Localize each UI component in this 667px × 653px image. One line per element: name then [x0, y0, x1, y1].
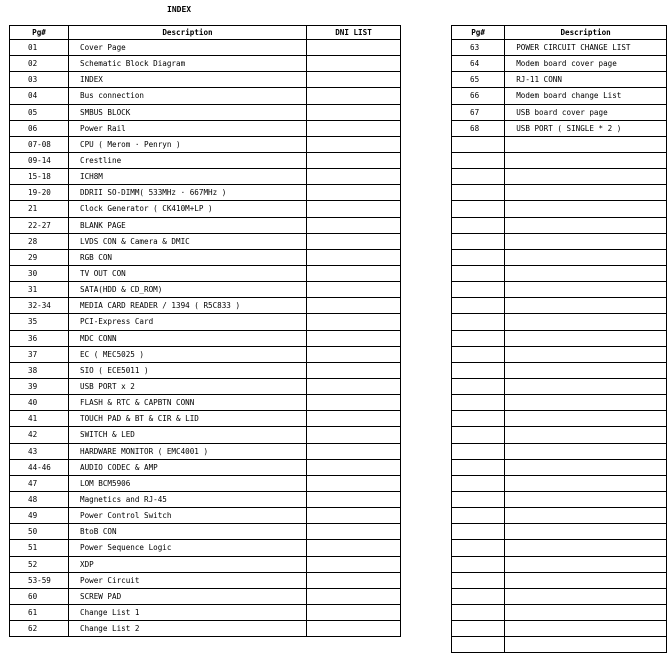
description-cell: Power Sequence Logic [69, 540, 307, 556]
dni-cell [307, 104, 401, 120]
dni-cell [307, 362, 401, 378]
description-cell: Change List 1 [69, 604, 307, 620]
table-row [452, 395, 667, 411]
description-cell: LOM BCM5906 [69, 475, 307, 491]
table-row [10, 330, 401, 346]
table-row [452, 249, 667, 265]
page-number-cell: 03 [10, 72, 69, 88]
page-number-cell [452, 556, 505, 572]
page-number-cell [452, 185, 505, 201]
table-row [10, 217, 401, 233]
dni-cell [307, 378, 401, 394]
page-number-cell [452, 136, 505, 152]
page-number-cell [452, 169, 505, 185]
page-number-cell: 43 [10, 443, 69, 459]
description-cell [505, 217, 667, 233]
table-row [10, 249, 401, 265]
page-number-cell: 41 [10, 411, 69, 427]
description-cell [505, 556, 667, 572]
table-row [452, 265, 667, 281]
table-row [452, 362, 667, 378]
table-row [452, 443, 667, 459]
dni-cell [307, 217, 401, 233]
description-cell: Power Control Switch [69, 508, 307, 524]
header-description: Description [69, 26, 307, 40]
page-number-cell: 21 [10, 201, 69, 217]
page-number-cell: 15-18 [10, 169, 69, 185]
description-cell [505, 136, 667, 152]
page-number-cell [452, 201, 505, 217]
page-number-cell: 37 [10, 346, 69, 362]
description-cell [505, 411, 667, 427]
page-number-cell: 07-08 [10, 136, 69, 152]
description-cell [505, 508, 667, 524]
dni-cell [307, 588, 401, 604]
description-cell [505, 201, 667, 217]
description-cell [505, 524, 667, 540]
description-cell: Crestline [69, 152, 307, 168]
description-cell [505, 588, 667, 604]
page-number-cell [452, 443, 505, 459]
description-cell [505, 395, 667, 411]
table-row [452, 201, 667, 217]
page-number-cell [452, 411, 505, 427]
dni-cell [307, 395, 401, 411]
page-title: INDEX [167, 5, 192, 14]
description-cell: TOUCH PAD & BT & CIR & LID [69, 411, 307, 427]
description-cell [505, 621, 667, 637]
table-row [10, 185, 401, 201]
dni-cell [307, 475, 401, 491]
description-cell: SCREW PAD [69, 588, 307, 604]
table-row [452, 185, 667, 201]
table-row [452, 88, 667, 104]
table-row [10, 265, 401, 281]
table-row [10, 201, 401, 217]
description-cell [505, 540, 667, 556]
page-number-cell: 60 [10, 588, 69, 604]
table-row [452, 233, 667, 249]
dni-cell [307, 314, 401, 330]
page-number-cell [452, 459, 505, 475]
description-cell [505, 330, 667, 346]
description-cell: Change List 2 [69, 621, 307, 637]
dni-cell [307, 330, 401, 346]
table-row [10, 604, 401, 620]
page-number-cell: 04 [10, 88, 69, 104]
page-number-cell [452, 378, 505, 394]
table-row [10, 298, 401, 314]
description-cell: Power Circuit [69, 572, 307, 588]
table-row [452, 572, 667, 588]
table-row [452, 40, 667, 56]
page-number-cell: 67 [452, 104, 505, 120]
description-cell: USB board cover page [505, 104, 667, 120]
description-cell [505, 265, 667, 281]
table-row [10, 169, 401, 185]
description-cell: Power Rail [69, 120, 307, 136]
description-cell: Schematic Block Diagram [69, 56, 307, 72]
table-row [452, 104, 667, 120]
page-number-cell: 63 [452, 40, 505, 56]
description-cell: Magnetics and RJ-45 [69, 491, 307, 507]
description-cell: SATA(HDD & CD_ROM) [69, 282, 307, 298]
table-row [452, 282, 667, 298]
description-cell [505, 475, 667, 491]
table-row [452, 378, 667, 394]
table-row [452, 169, 667, 185]
table-row [452, 120, 667, 136]
page-number-cell [452, 604, 505, 620]
page-number-cell: 01 [10, 40, 69, 56]
page-number-cell: 68 [452, 120, 505, 136]
page-number-cell: 38 [10, 362, 69, 378]
page-number-cell: 48 [10, 491, 69, 507]
page-number-cell [452, 152, 505, 168]
table-row [452, 524, 667, 540]
page-number-cell: 62 [10, 621, 69, 637]
table-row [10, 540, 401, 556]
dni-cell [307, 40, 401, 56]
index-table-left [9, 25, 401, 637]
page-number-cell: 51 [10, 540, 69, 556]
page-number-cell: 42 [10, 427, 69, 443]
description-cell [505, 314, 667, 330]
index-table-right [451, 25, 667, 653]
dni-cell [307, 524, 401, 540]
table-row [452, 621, 667, 637]
dni-cell [307, 621, 401, 637]
table-row [10, 104, 401, 120]
table-row [10, 120, 401, 136]
table-row [452, 475, 667, 491]
description-cell [505, 152, 667, 168]
page-number-cell [452, 362, 505, 378]
description-cell: BtoB CON [69, 524, 307, 540]
page-number-cell: 19-20 [10, 185, 69, 201]
dni-cell [307, 72, 401, 88]
description-cell: Bus connection [69, 88, 307, 104]
page-number-cell: 61 [10, 604, 69, 620]
description-cell: CPU ( Merom · Penryn ) [69, 136, 307, 152]
table-row [10, 395, 401, 411]
header-pg: Pg# [452, 26, 505, 40]
description-cell [505, 346, 667, 362]
description-cell: TV OUT CON [69, 265, 307, 281]
page-number-cell [452, 395, 505, 411]
page-number-cell: 06 [10, 120, 69, 136]
page-number-cell [452, 427, 505, 443]
table-row [452, 346, 667, 362]
page-number-cell: 53-59 [10, 572, 69, 588]
page-number-cell: 09-14 [10, 152, 69, 168]
dni-cell [307, 346, 401, 362]
page-number-cell: 31 [10, 282, 69, 298]
table-row [452, 637, 667, 653]
dni-cell [307, 169, 401, 185]
table-row [10, 72, 401, 88]
dni-cell [307, 185, 401, 201]
dni-cell [307, 136, 401, 152]
description-cell: LVDS CON & Camera & DMIC [69, 233, 307, 249]
table-row [10, 362, 401, 378]
table-row [10, 443, 401, 459]
description-cell: SIO ( ECE5011 ) [69, 362, 307, 378]
page-number-cell [452, 524, 505, 540]
page-number-cell [452, 233, 505, 249]
description-cell [505, 572, 667, 588]
table-row [10, 427, 401, 443]
page-number-cell: 29 [10, 249, 69, 265]
table-row [10, 556, 401, 572]
table-row [452, 314, 667, 330]
description-cell [505, 298, 667, 314]
description-cell [505, 378, 667, 394]
page-number-cell [452, 265, 505, 281]
table-row [452, 330, 667, 346]
description-cell: HARDWARE MONITOR ( EMC4001 ) [69, 443, 307, 459]
table-row [10, 378, 401, 394]
page-number-cell: 52 [10, 556, 69, 572]
description-cell [505, 249, 667, 265]
page-number-cell: 36 [10, 330, 69, 346]
table-row [10, 233, 401, 249]
description-cell: Modem board cover page [505, 56, 667, 72]
dni-cell [307, 265, 401, 281]
table-row [10, 572, 401, 588]
description-cell [505, 491, 667, 507]
table-row [452, 72, 667, 88]
description-cell: EC ( MEC5025 ) [69, 346, 307, 362]
table-row [452, 298, 667, 314]
table-row [10, 524, 401, 540]
description-cell [505, 604, 667, 620]
dni-cell [307, 249, 401, 265]
header-dni-list: DNI LIST [307, 26, 401, 40]
dni-cell [307, 298, 401, 314]
dni-cell [307, 540, 401, 556]
table-row [452, 508, 667, 524]
table-row [10, 88, 401, 104]
page-number-cell [452, 346, 505, 362]
page-number-cell: 05 [10, 104, 69, 120]
table-row [452, 152, 667, 168]
description-cell: POWER CIRCUIT CHANGE LIST [505, 40, 667, 56]
dni-cell [307, 491, 401, 507]
page-number-cell: 32-34 [10, 298, 69, 314]
description-cell: FLASH & RTC & CAPBTN CONN [69, 395, 307, 411]
description-cell: Clock Generator ( CK410M+LP ) [69, 201, 307, 217]
description-cell [505, 443, 667, 459]
description-cell: RGB CON [69, 249, 307, 265]
table-row [452, 56, 667, 72]
description-cell: USB PORT x 2 [69, 378, 307, 394]
page-number-cell: 44-46 [10, 459, 69, 475]
table-row [452, 217, 667, 233]
description-cell: PCI-Express Card [69, 314, 307, 330]
page-number-cell [452, 572, 505, 588]
table-row [10, 314, 401, 330]
page-number-cell [452, 217, 505, 233]
header-pg: Pg# [10, 26, 69, 40]
dni-cell [307, 152, 401, 168]
table-row [452, 540, 667, 556]
page-number-cell [452, 249, 505, 265]
description-cell [505, 185, 667, 201]
table-row [10, 491, 401, 507]
table-row [452, 459, 667, 475]
table-row [10, 459, 401, 475]
description-cell: SWITCH & LED [69, 427, 307, 443]
table-row [10, 621, 401, 637]
page-number-cell [452, 282, 505, 298]
dni-cell [307, 282, 401, 298]
table-row [10, 588, 401, 604]
page-number-cell: 22-27 [10, 217, 69, 233]
description-cell: USB PORT ( SINGLE * 2 ) [505, 120, 667, 136]
dni-cell [307, 411, 401, 427]
description-cell: XDP [69, 556, 307, 572]
table-row [452, 556, 667, 572]
page-number-cell [452, 508, 505, 524]
page-number-cell [452, 330, 505, 346]
page-number-cell [452, 588, 505, 604]
header-description: Description [505, 26, 667, 40]
description-cell: ICH8M [69, 169, 307, 185]
page-number-cell: 28 [10, 233, 69, 249]
description-cell [505, 362, 667, 378]
table-row [452, 491, 667, 507]
page-number-cell: 40 [10, 395, 69, 411]
dni-cell [307, 572, 401, 588]
table-row [10, 40, 401, 56]
dni-cell [307, 88, 401, 104]
table-row [10, 152, 401, 168]
table-row [452, 427, 667, 443]
description-cell [505, 169, 667, 185]
dni-cell [307, 233, 401, 249]
description-cell: INDEX [69, 72, 307, 88]
description-cell: MEDIA CARD READER / 1394 ( R5C833 ) [69, 298, 307, 314]
description-cell [505, 427, 667, 443]
page-number-cell: 30 [10, 265, 69, 281]
page-number-cell: 39 [10, 378, 69, 394]
page-number-cell [452, 637, 505, 653]
table-row [10, 508, 401, 524]
dni-cell [307, 120, 401, 136]
table-row [10, 346, 401, 362]
dni-cell [307, 604, 401, 620]
page-number-cell: 64 [452, 56, 505, 72]
page-number-cell [452, 540, 505, 556]
table-row [452, 588, 667, 604]
page-number-cell: 50 [10, 524, 69, 540]
description-cell [505, 233, 667, 249]
page-number-cell [452, 314, 505, 330]
dni-cell [307, 459, 401, 475]
table-row [10, 136, 401, 152]
table-row [10, 282, 401, 298]
description-cell: Cover Page [69, 40, 307, 56]
dni-cell [307, 427, 401, 443]
page-number-cell: 02 [10, 56, 69, 72]
dni-cell [307, 508, 401, 524]
dni-cell [307, 556, 401, 572]
dni-cell [307, 443, 401, 459]
page-number-cell: 35 [10, 314, 69, 330]
table-row [10, 411, 401, 427]
page-number-cell: 49 [10, 508, 69, 524]
table-row [10, 56, 401, 72]
description-cell: DDRII SO-DIMM( 533MHz · 667MHz ) [69, 185, 307, 201]
description-cell [505, 459, 667, 475]
description-cell [505, 637, 667, 653]
page-number-cell [452, 298, 505, 314]
page-number-cell: 47 [10, 475, 69, 491]
table-row [452, 136, 667, 152]
page-number-cell [452, 475, 505, 491]
table-row [452, 604, 667, 620]
description-cell: RJ-11 CONN [505, 72, 667, 88]
dni-cell [307, 201, 401, 217]
page-number-cell: 66 [452, 88, 505, 104]
table-row [452, 411, 667, 427]
description-cell: MDC CONN [69, 330, 307, 346]
description-cell: BLANK PAGE [69, 217, 307, 233]
description-cell: Modem board change List [505, 88, 667, 104]
page-number-cell [452, 621, 505, 637]
description-cell [505, 282, 667, 298]
page-number-cell [452, 491, 505, 507]
table-row [10, 475, 401, 491]
description-cell: SMBUS BLOCK [69, 104, 307, 120]
dni-cell [307, 56, 401, 72]
description-cell: AUDIO CODEC & AMP [69, 459, 307, 475]
page-number-cell: 65 [452, 72, 505, 88]
